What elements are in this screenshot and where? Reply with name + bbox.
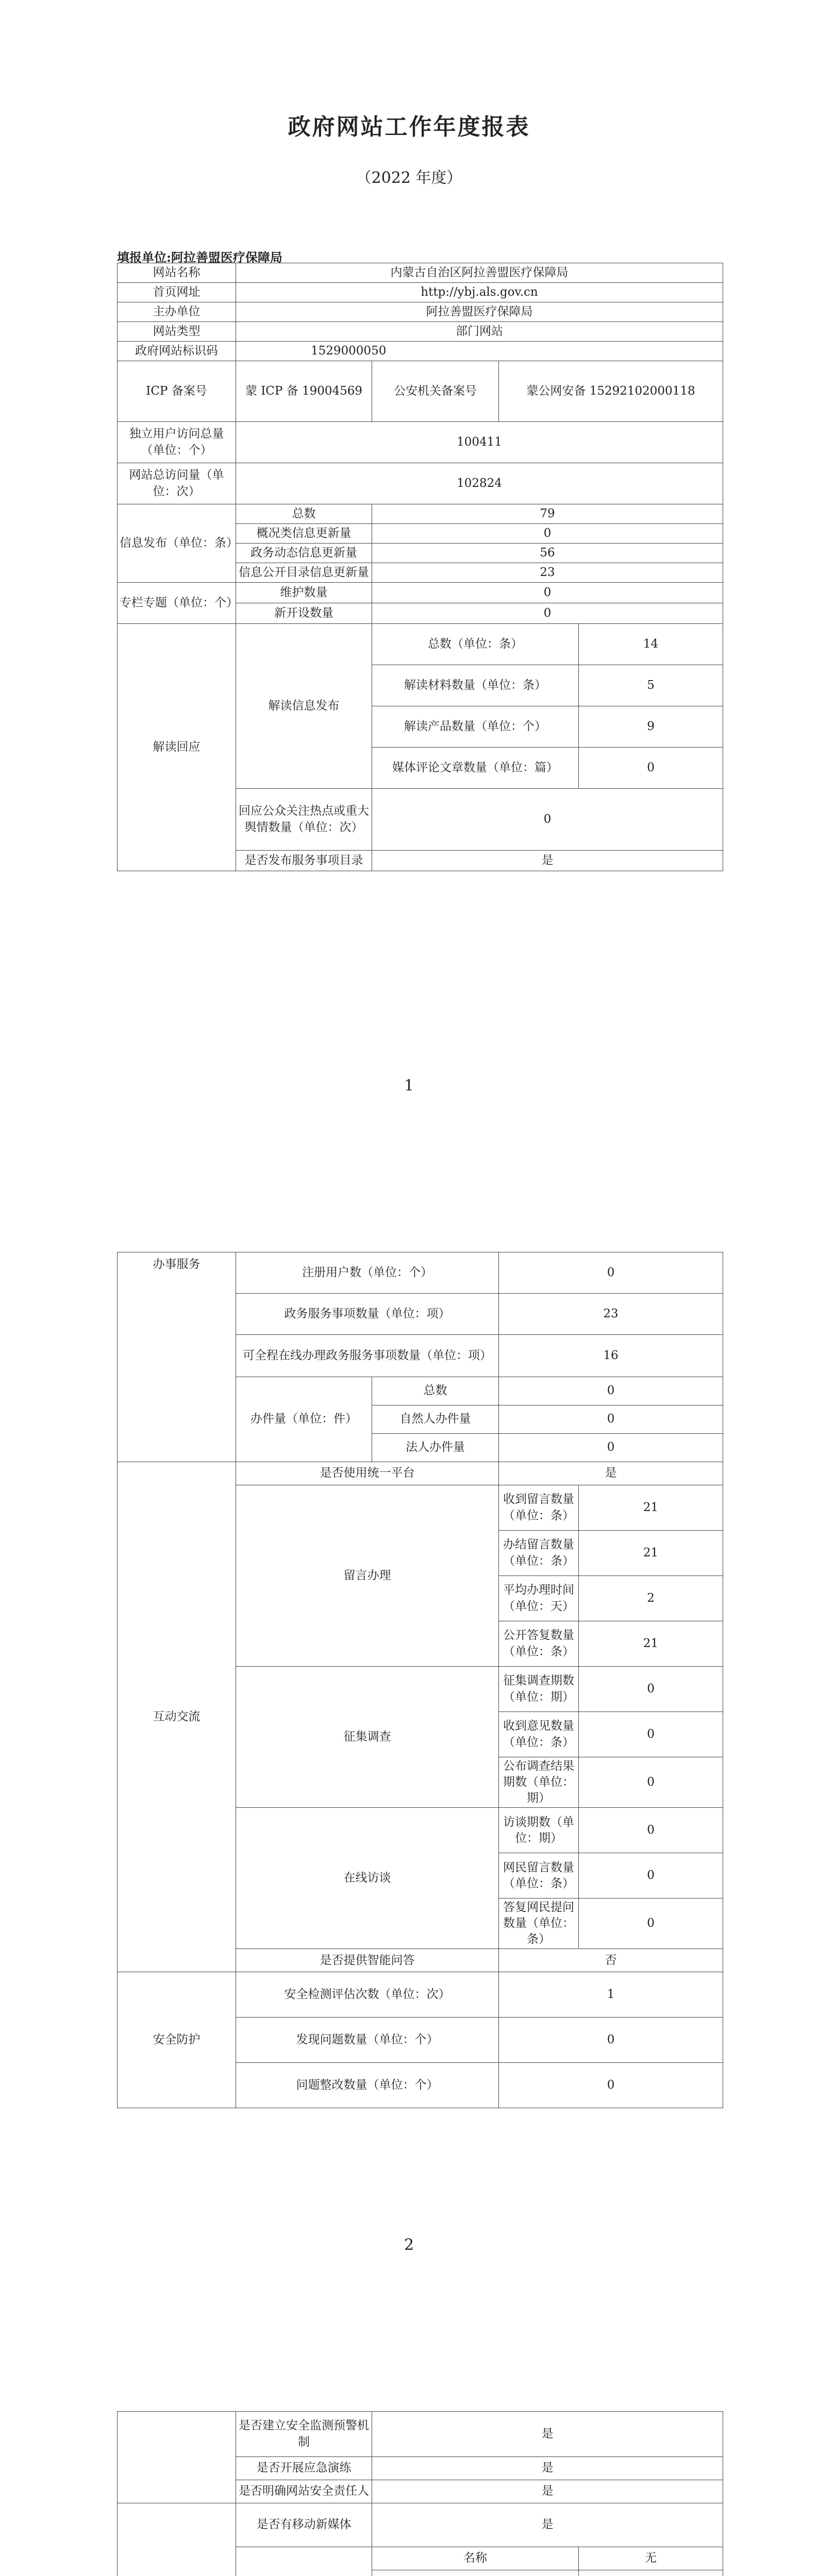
msg-done-value: 21 — [579, 1531, 723, 1576]
info-news-label: 政务动态信息更新量 — [236, 544, 372, 563]
reg-label: 注册用户数（单位：个） — [236, 1252, 499, 1294]
unified-label: 是否使用统一平台 — [236, 1462, 499, 1485]
survey-opinion-value: 0 — [579, 1712, 723, 1757]
home-url-value: http://ybj.als.gov.cn — [236, 283, 723, 302]
column-new-value: 0 — [372, 603, 723, 624]
interp-total-value: 14 — [579, 624, 723, 665]
info-release-label: 信息发布（单位：条） — [118, 504, 236, 583]
info-total-value: 79 — [372, 504, 723, 524]
survey-count-value: 0 — [579, 1667, 723, 1712]
interp-hot-value: 0 — [372, 789, 723, 851]
site-id-label: 政府网站标识码 — [118, 342, 236, 361]
report-table-page-2 — [117, 1252, 723, 2108]
visits-label: 网站总访问量（单位：次） — [118, 463, 236, 504]
check-value: 1 — [499, 1972, 723, 2018]
handle-total-label: 总数 — [372, 1377, 499, 1405]
info-overview-value: 0 — [372, 524, 723, 544]
unified-value: 是 — [499, 1462, 723, 1485]
survey-opinion-label: 收到意见数量（单位：条） — [499, 1712, 579, 1757]
items-value: 23 — [499, 1294, 723, 1335]
sponsor-value: 阿拉善盟医疗保障局 — [236, 302, 723, 322]
weibo-post-value — [579, 2570, 723, 2576]
items-label: 政务服务事项数量（单位：项） — [236, 1294, 499, 1335]
filling-unit: 填报单位:阿拉善盟医疗保障局 — [117, 250, 282, 265]
interview-ans-label: 答复网民提问数量（单位：条） — [499, 1899, 579, 1949]
site-id-value: 1529000050 — [236, 342, 723, 361]
survey-result-label: 公布调查结果期数（单位：期） — [499, 1757, 579, 1808]
info-open-label: 信息公开目录信息更新量 — [236, 563, 372, 583]
column-maint-value: 0 — [372, 583, 723, 603]
msg-public-label: 公开答复数量（单位：条） — [499, 1621, 579, 1667]
interp-pub-label: 解读信息发布 — [236, 624, 372, 789]
interp-material-label: 解读材料数量（单位：条） — [372, 665, 579, 706]
fixed-value: 0 — [499, 2063, 723, 2108]
visits-value: 102824 — [236, 463, 723, 504]
icp-value: 蒙 ICP 备 19004569 — [236, 361, 372, 422]
interview-msg-label: 网民留言数量（单位：条） — [499, 1853, 579, 1899]
home-url-label: 首页网址 — [118, 283, 236, 302]
icp-label: ICP 备案号 — [118, 361, 236, 422]
site-name-label: 网站名称 — [118, 263, 236, 283]
column-maint-label: 维护数量 — [236, 583, 372, 603]
msg-done-label: 办结留言数量（单位：条） — [499, 1531, 579, 1576]
site-name-value: 内蒙古自治区阿拉善盟医疗保障局 — [236, 263, 723, 283]
info-news-value: 56 — [372, 544, 723, 563]
handle-person-label: 自然人办件量 — [372, 1405, 499, 1434]
site-type-value: 部门网站 — [236, 322, 723, 342]
resp-label: 是否明确网站安全责任人 — [236, 2480, 372, 2503]
online-label: 可全程在线办理政务服务事项数量（单位：项） — [236, 1335, 499, 1377]
report-table-page-3 — [117, 2411, 723, 2576]
has-mobile-label: 是否有移动新媒体 — [236, 2503, 372, 2547]
check-label: 安全检测评估次数（单位：次） — [236, 1972, 499, 2018]
interp-product-value: 9 — [579, 706, 723, 748]
column-label: 专栏专题（单位：个） — [118, 583, 236, 624]
has-mobile-value: 是 — [372, 2503, 723, 2547]
handle-total-value: 0 — [499, 1377, 723, 1405]
interp-media-value: 0 — [579, 748, 723, 789]
fixed-label: 问题整改数量（单位：个） — [236, 2063, 499, 2108]
visitors-label: 独立用户访问总量（单位：个） — [118, 422, 236, 463]
handle-person-value: 0 — [499, 1405, 723, 1434]
msg-days-value: 2 — [579, 1576, 723, 1621]
resp-value: 是 — [372, 2480, 723, 2503]
info-overview-label: 概况类信息更新量 — [236, 524, 372, 544]
monitor-label: 是否建立安全监测预警机制 — [236, 2412, 372, 2457]
handle-legal-label: 法人办件量 — [372, 1434, 499, 1462]
catalog-value: 是 — [372, 851, 723, 871]
weibo-name-value: 无 — [579, 2547, 723, 2570]
report-title: 政府网站工作年度报表 — [288, 114, 530, 140]
police-label: 公安机关备案号 — [372, 361, 499, 422]
msg-days-label: 平均办理时间（单位：天） — [499, 1576, 579, 1621]
report-year: （2022 年度） — [356, 169, 462, 187]
page-number-1: 1 — [404, 1077, 414, 1095]
interp-total-label: 总数（单位：条） — [372, 624, 579, 665]
security-continued — [118, 2412, 236, 2503]
interp-material-value: 5 — [579, 665, 723, 706]
interp-product-label: 解读产品数量（单位：个） — [372, 706, 579, 748]
reg-value: 0 — [499, 1252, 723, 1294]
handle-legal-value: 0 — [499, 1434, 723, 1462]
drill-value: 是 — [372, 2457, 723, 2480]
qa-value: 否 — [499, 1949, 723, 1972]
msg-recv-value: 21 — [579, 1485, 723, 1531]
survey-count-label: 征集调查期数（单位：期） — [499, 1667, 579, 1712]
interp-label: 解读回应 — [118, 624, 236, 871]
info-total-label: 总数 — [236, 504, 372, 524]
weibo-post-label — [372, 2570, 579, 2576]
interview-label: 在线访谈 — [236, 1808, 499, 1949]
page-number-2: 2 — [404, 2236, 414, 2254]
qa-label: 是否提供智能问答 — [236, 1949, 499, 1972]
catalog-label: 是否发布服务事项目录 — [236, 851, 372, 871]
interview-count-label: 访谈期数（单位：期） — [499, 1808, 579, 1853]
security-label: 安全防护 — [118, 1972, 236, 2108]
report-table-page-1 — [117, 263, 723, 871]
interact-label: 互动交流 — [118, 1462, 236, 1972]
msg-recv-label: 收到留言数量（单位：条） — [499, 1485, 579, 1531]
online-value: 16 — [499, 1335, 723, 1377]
service-label: 办事服务 — [118, 1252, 236, 1462]
msg-public-value: 21 — [579, 1621, 723, 1667]
visitors-value: 100411 — [236, 422, 723, 463]
sponsor-label: 主办单位 — [118, 302, 236, 322]
monitor-value: 是 — [372, 2412, 723, 2457]
issue-value: 0 — [499, 2018, 723, 2063]
info-open-value: 23 — [372, 563, 723, 583]
interp-hot-label: 回应公众关注热点或重大舆情数量（单位：次） — [236, 789, 372, 851]
interview-ans-value: 0 — [579, 1899, 723, 1949]
issue-label: 发现问题数量（单位：个） — [236, 2018, 499, 2063]
drill-label: 是否开展应急演练 — [236, 2457, 372, 2480]
column-new-label: 新开设数量 — [236, 603, 372, 624]
interview-count-value: 0 — [579, 1808, 723, 1853]
survey-result-value: 0 — [579, 1757, 723, 1808]
survey-label: 征集调查 — [236, 1667, 499, 1808]
mobile-label — [118, 2503, 236, 2576]
site-type-label: 网站类型 — [118, 322, 236, 342]
interp-media-label: 媒体评论文章数量（单位：篇） — [372, 748, 579, 789]
weibo-label — [236, 2547, 372, 2576]
weibo-name-label: 名称 — [372, 2547, 579, 2570]
handle-label: 办件量（单位：件） — [236, 1377, 372, 1462]
msg-label: 留言办理 — [236, 1485, 499, 1667]
interview-msg-value: 0 — [579, 1853, 723, 1899]
police-value: 蒙公网安备 15292102000118 — [499, 361, 723, 422]
